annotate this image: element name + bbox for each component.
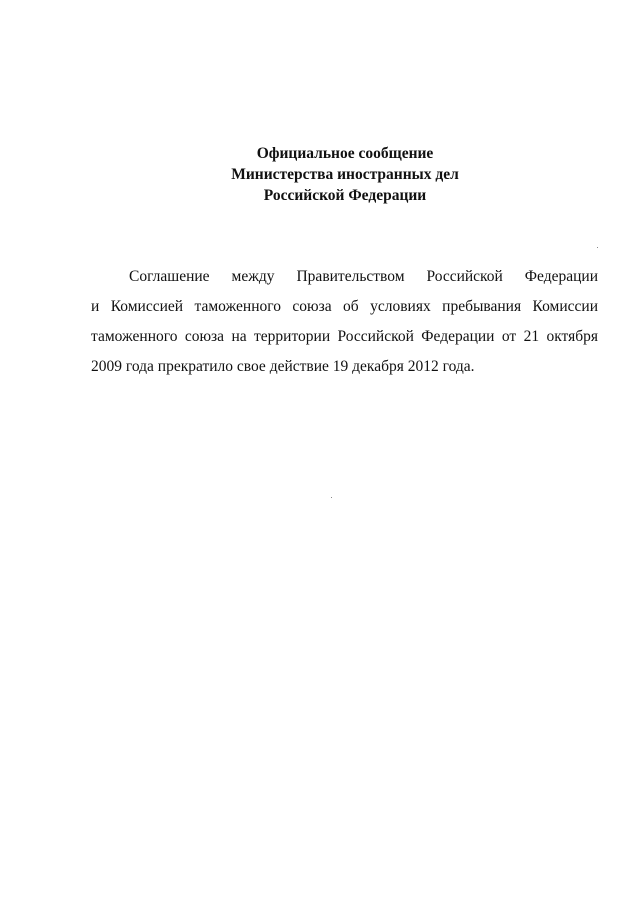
scan-speck	[331, 497, 332, 498]
paragraph-first-line	[91, 262, 598, 292]
heading-line-1: Официальное сообщение	[256, 145, 434, 162]
paragraph-first-line-text: Соглашение между Правительством Российской Федерации	[129, 268, 598, 285]
paragraph-continuation: и Комиссией таможенного союза об условиях пребывания Комиссии таможенного союза на территории Российской Федерации от 21 октября 2009 года прекратило свое действие 19 декабря 2012 года.	[91, 298, 598, 375]
scan-speck	[597, 247, 598, 248]
announcement-paragraph	[91, 262, 598, 382]
heading-line-2: Министерства иностранных дел	[231, 166, 459, 183]
heading-line-3: Российской Федерации	[263, 187, 427, 204]
document-heading	[0, 143, 640, 206]
